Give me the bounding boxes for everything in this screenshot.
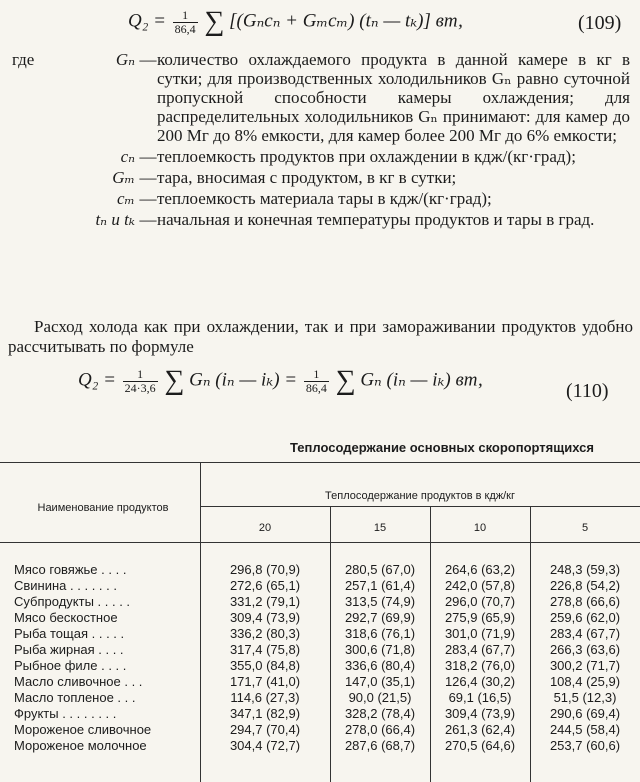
fraction-numerator: 1	[123, 368, 158, 382]
table-cell: 301,0 (71,9)	[444, 626, 516, 641]
table-cell: 278,8 (66,6)	[549, 594, 621, 609]
table-cell: 283,4 (67,7)	[549, 626, 621, 641]
table-cell: 259,6 (62,0)	[549, 610, 621, 625]
table-cell: 328,2 (78,4)	[344, 706, 416, 721]
table-top-rule	[0, 462, 640, 463]
table-cell: 147,0 (35,1)	[344, 674, 416, 689]
table-cell: 318,6 (76,1)	[344, 626, 416, 641]
table-row	[0, 562, 640, 578]
table-cell: 287,6 (68,7)	[344, 738, 416, 753]
table-header-rule	[200, 506, 640, 507]
table-row	[0, 706, 640, 722]
table-cell: 51,5 (12,3)	[553, 690, 617, 705]
table-cell: 257,1 (61,4)	[344, 578, 416, 593]
formula-110-mid: Gₙ (iₙ — iₖ) =	[189, 369, 298, 391]
table-cell: 248,3 (59,3)	[549, 562, 621, 577]
table-cell: 336,2 (80,3)	[229, 626, 301, 641]
row-name: Фрукты . . . . . . . .	[14, 706, 117, 721]
table-cell: 275,9 (65,9)	[444, 610, 516, 625]
formula-110-end: Gₙ (iₙ — iₖ)	[360, 369, 451, 391]
sigma-symbol: ∑	[204, 6, 225, 37]
definition-item: Gₙ — количество охлаждаемого продукта в данной камере в кг в сутки; для производственных холодильников Gₙ равно суточной пропускной способности камеры охлаждения; для распределительных холодильников Gₙ принимают: для камер до 200 Мг до 8% емкости, для камер более 200 Мг до 6% емкости;	[40, 50, 630, 145]
fraction-numerator: 1	[173, 9, 198, 23]
table-cell: 226,8 (54,2)	[549, 578, 621, 593]
definition-symbol: Gₙ	[115, 50, 135, 69]
table-cell: 242,0 (57,8)	[444, 578, 516, 593]
definition-symbol: cₙ	[120, 147, 135, 166]
formula-110-fraction-1	[123, 368, 158, 395]
fraction-numerator: 1	[304, 368, 329, 382]
table-cell: 290,6 (69,4)	[549, 706, 621, 721]
table-cell: 304,4 (72,7)	[229, 738, 301, 753]
table-cell: 294,7 (70,4)	[229, 722, 301, 737]
table-cell: 318,2 (76,0)	[444, 658, 516, 673]
table-cell: 296,0 (70,7)	[444, 594, 516, 609]
row-name: Мороженое молочное	[14, 738, 147, 753]
fraction-denominator: 24·3,6	[124, 380, 156, 395]
definition-text: начальная и конечная температуры продуктов и тары в град.	[157, 210, 595, 229]
table-column-header: 10	[473, 522, 487, 534]
table-cell: 270,5 (64,6)	[444, 738, 516, 753]
table-cell: 313,5 (74,9)	[344, 594, 416, 609]
table-row	[0, 722, 640, 738]
body-paragraph: Расход холода как при охлаждении, так и при замораживании продуктов удобно рассчитывать по формуле	[8, 317, 633, 356]
equation-number-109: (109)	[578, 12, 622, 34]
sigma-symbol: ∑	[164, 365, 185, 396]
formula-110	[78, 365, 483, 397]
row-name: Мясо бескостное	[14, 610, 118, 625]
fraction-denominator: 86,4	[305, 380, 327, 395]
table-cell: 272,6 (65,1)	[229, 578, 301, 593]
table-cell: 69,1 (16,5)	[448, 690, 512, 705]
formula-109-unit: вт,	[435, 10, 463, 32]
table-cell: 331,2 (79,1)	[229, 594, 301, 609]
table-cell: 244,5 (58,4)	[549, 722, 621, 737]
row-name: Субпродукты . . . . .	[14, 594, 131, 609]
table-cell: 280,5 (67,0)	[344, 562, 416, 577]
row-name: Рыбное филе . . . .	[14, 658, 127, 673]
table-cell: 108,4 (25,9)	[549, 674, 621, 689]
table-cell: 114,6 (27,3)	[230, 690, 300, 705]
table-cell: 347,1 (82,9)	[229, 706, 301, 721]
fraction-denominator: 86,4	[174, 21, 196, 36]
table-row	[0, 690, 640, 706]
table-cell: 309,4 (73,9)	[444, 706, 516, 721]
row-name: Рыба жирная . . . .	[14, 642, 124, 657]
definitions-list	[40, 50, 630, 231]
formula-110-fraction-2	[304, 368, 329, 395]
formula-109-lhs: Q₂ =	[128, 10, 166, 32]
table-row	[0, 674, 640, 690]
row-name: Масло сливочное . . .	[14, 674, 143, 689]
table-body	[0, 562, 640, 754]
table-row	[0, 578, 640, 594]
table-cell: 300,2 (71,7)	[549, 658, 621, 673]
table-cell: 336,6 (80,4)	[344, 658, 416, 673]
table-cell: 300,6 (71,8)	[344, 642, 416, 657]
table-header-group: Теплосодержание продуктов в кдж/кг	[325, 490, 515, 502]
sigma-symbol: ∑	[335, 365, 356, 396]
definition-item: tₙ и tₖ — начальная и конечная температуры продуктов и тары в град.	[40, 210, 630, 229]
table-cell: 261,3 (62,4)	[444, 722, 516, 737]
table-cell: 253,7 (60,6)	[549, 738, 621, 753]
table-cell: 278,0 (66,4)	[344, 722, 416, 737]
table-row	[0, 610, 640, 626]
table-row	[0, 738, 640, 754]
definition-item: Gₘ — тара, вносимая с продуктом, в кг в сутки;	[40, 168, 630, 187]
table-cell: 355,0 (84,8)	[229, 658, 301, 673]
definition-symbol: tₙ и tₖ	[95, 210, 135, 229]
row-name: Рыба тощая . . . . .	[14, 626, 125, 641]
table-row	[0, 642, 640, 658]
table-cell: 283,4 (67,7)	[444, 642, 516, 657]
equation-number-110: (110)	[566, 380, 609, 402]
formula-109-fraction	[173, 9, 198, 36]
row-name: Мороженое сливочное	[14, 722, 152, 737]
formula-109	[128, 6, 463, 38]
table-row	[0, 658, 640, 674]
definition-symbol: cₘ	[117, 189, 135, 208]
formula-109-body: [(Gₙcₙ + Gₘcₘ) (tₙ — tₖ)]	[229, 10, 431, 32]
definition-text: теплоемкость продуктов при охлаждении в кдж/(кг·град);	[157, 147, 576, 166]
row-name: Свинина . . . . . . .	[14, 578, 117, 593]
definition-item: cₘ — теплоемкость материала тары в кдж/(кг·град);	[40, 189, 630, 208]
table-column-header: 5	[581, 522, 589, 534]
formula-110-lhs: Q₂ =	[78, 369, 116, 391]
formula-110-unit: вт,	[455, 369, 483, 391]
definition-item: cₙ — теплоемкость продуктов при охлаждении в кдж/(кг·град);	[40, 147, 630, 166]
table-cell: 126,4 (30,2)	[444, 674, 516, 689]
where-label: где	[12, 50, 35, 69]
table-header-name: Наименование продуктов	[37, 502, 169, 514]
definition-text: тара, вносимая с продуктом, в кг в сутки;	[157, 168, 457, 187]
table-caption: Теплосодержание основных скоропортящихся	[290, 440, 594, 455]
table-column-header: 15	[373, 522, 387, 534]
row-name: Мясо говяжье . . . .	[14, 562, 127, 577]
definition-symbol: Gₘ	[112, 168, 135, 187]
table-cell: 309,4 (73,9)	[229, 610, 301, 625]
table-cell: 171,7 (41,0)	[229, 674, 301, 689]
table-row	[0, 626, 640, 642]
row-name: Масло топленое . . .	[14, 690, 136, 705]
table-cell: 317,4 (75,8)	[229, 642, 301, 657]
table-cell: 266,3 (63,6)	[549, 642, 621, 657]
table-cell: 264,6 (63,2)	[444, 562, 516, 577]
table-cell: 296,8 (70,9)	[229, 562, 301, 577]
table-cell: 90,0 (21,5)	[348, 690, 412, 705]
table-column-header: 20	[258, 522, 272, 534]
table-row	[0, 594, 640, 610]
definition-text: теплоемкость материала тары в кдж/(кг·град);	[157, 189, 492, 208]
table-header-bottom-rule	[0, 542, 640, 543]
table-cell: 292,7 (69,9)	[344, 610, 416, 625]
definition-text: количество охлаждаемого продукта в данной камере в кг в сутки; для производственных холодильников Gₙ равно суточной пропускной способности камеры охлаждения; для распределительных холодильников Gₙ принимают: для камер до 200 Мг до 8% емкости, для камер более 200 Мг до 6% емкости;	[157, 50, 630, 145]
